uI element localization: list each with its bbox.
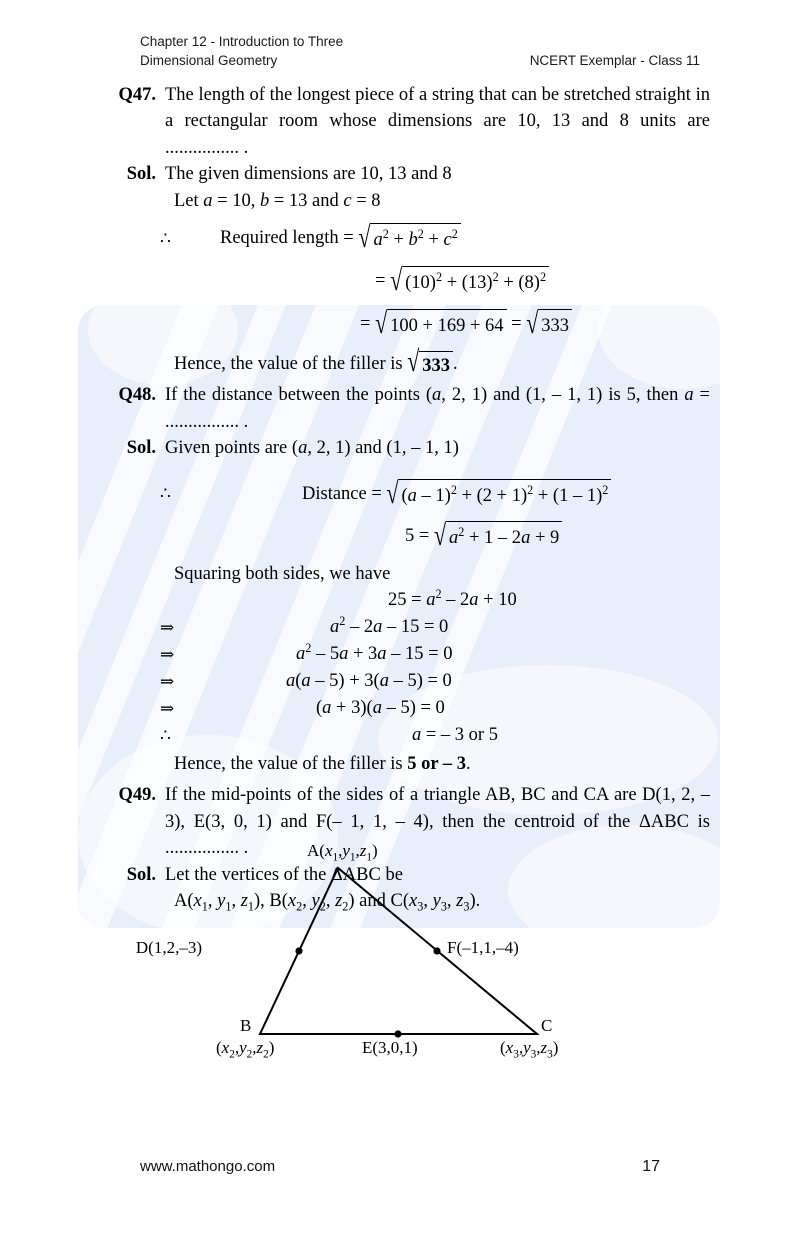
- q48-step-eq: $a^2 - 2a - 15 = 0$: [330, 613, 449, 638]
- q48-eq-five: [0, 517, 800, 553]
- q47-sol-tag: Sol.: [126, 164, 156, 185]
- q48-conclusion: Hence, the value of the filler is 5 or – 3.: [174, 754, 471, 775]
- q48-step: [0, 668, 800, 695]
- q48-step-eq: (a + 3)(a – 5) = 0: [316, 698, 445, 719]
- implies-symbol: ⇒: [160, 645, 175, 665]
- midpoint-e-dot: [394, 1030, 401, 1037]
- q47-eq2: [0, 262, 800, 298]
- q47-eq1-expr: [220, 219, 800, 255]
- page-body: [0, 82, 800, 915]
- question-q47: [0, 82, 800, 161]
- q48-answer: 5 or – 3: [407, 754, 466, 775]
- book-title: NCERT Exemplar - Class 11: [529, 53, 700, 68]
- q48-sol-tag: Sol.: [126, 438, 156, 459]
- q48-five-expr: [220, 517, 800, 553]
- therefore-symbol: ∴: [160, 484, 171, 504]
- q47-eq3-expr: = √ 100 + 169 + 64 = √ 333: [220, 308, 800, 341]
- q49-text: If the mid-points of the sides of a triangle AB, BC and CA are D(1, 2, – 3), E(3, 0, 1) and F(– 1, 1, – 4), then the centroid of the ΔABC is ................ .: [165, 785, 710, 859]
- q48-sol-line1: Given points are (a, 2, 1) and (1, – 1, 1): [165, 438, 459, 459]
- label-vertex-b-coords: $(x_2,y_2,z_2)$: [216, 1038, 275, 1061]
- q48-step: [0, 587, 800, 614]
- radical-333: √ 333: [526, 308, 572, 341]
- distance-label: Distance =: [302, 483, 382, 504]
- q48-step: [0, 641, 800, 668]
- solution-q47: [0, 161, 800, 187]
- q48-step-eq: a(a – 5) + 3(a – 5) = 0: [286, 671, 452, 692]
- chapter-title-line1: Chapter 12 - Introduction to Three: [140, 34, 344, 49]
- therefore-symbol: ∴: [160, 228, 171, 248]
- q49-sol-tag: Sol.: [126, 864, 156, 885]
- implies-symbol: ⇒: [160, 618, 175, 638]
- q47-tag: Q47.: [118, 85, 156, 105]
- q47-sol-line2: Let a = 10, b = 13 and c = 8: [174, 190, 381, 211]
- radical-expanded: √ $a^2 + 1 - 2a + 9$: [434, 520, 562, 553]
- page-footer: [140, 1158, 660, 1176]
- label-vertex-c-coords: $(x_3,y_3,z_3)$: [500, 1038, 559, 1061]
- implies-symbol: ⇒: [160, 672, 175, 692]
- q49-sol-line2: $A(x_1$, $y_1$, $z_1$), $B(x_2$, $y_2$, $z_2$) and $C(x_3$, $y_3$, $z_3$).: [174, 891, 481, 914]
- q47-eq2-expr: = √ $(10)^2 + (13)^2 + (8)^2$: [220, 265, 800, 298]
- q48-squaring-line: Squaring both sides, we have: [174, 563, 391, 584]
- q48-step-eq: a = – 3 or 5: [412, 725, 498, 746]
- radical-a2b2c2: √ $a^2 + b^2 + c^2$: [358, 222, 461, 255]
- q48-step: [0, 614, 800, 641]
- midpoint-f-dot: [433, 947, 440, 954]
- radical-numeric-squares: √ $(10)^2 + (13)^2 + (8)^2$: [390, 265, 549, 298]
- five-equals: 5 =: [405, 525, 430, 546]
- label-midpoint-f: F(–1,1,–4): [447, 938, 519, 957]
- required-length-label: Required length =: [220, 227, 354, 248]
- solution-q48: [0, 435, 800, 461]
- q48-step-eq: $25 = a^2 - 2a + 10$: [388, 586, 517, 611]
- chapter-title: [140, 32, 440, 70]
- implies-symbol: ⇒: [160, 699, 175, 719]
- label-midpoint-e: E(3,0,1): [362, 1038, 418, 1057]
- q48-text: If the distance between the points (a, 2, 1) and (1, – 1, 1) is 5, then a = ................ .: [165, 385, 710, 432]
- label-vertex-c: C: [541, 1016, 553, 1035]
- label-vertex-a: $A(x_1,y_1,z_1)$: [307, 841, 378, 864]
- triangle-diagram: [135, 838, 660, 1078]
- q47-eq1: [0, 219, 800, 255]
- question-q48: [0, 382, 800, 435]
- radical-distance: √ $(a - 1)^2 + (2 + 1)^2 + (1 - 1)^2$: [386, 478, 611, 511]
- radical-sum: √ 100 + 169 + 64: [375, 308, 506, 341]
- q47-text: The length of the longest piece of a string that can be stretched straight in a rectangular room whose dimensions are 10, 13 and 8 units are ................ .: [165, 85, 710, 158]
- label-vertex-b: B: [240, 1016, 252, 1035]
- page-number: 17: [642, 1158, 660, 1175]
- q48-step: [0, 695, 800, 722]
- midpoint-d-dot: [295, 947, 302, 954]
- q48-eq-distance: [0, 475, 800, 511]
- q49-tag: Q49.: [118, 785, 156, 806]
- q48-distance-expr: [220, 475, 800, 511]
- q47-eq3: [0, 305, 800, 341]
- q48-step-eq: $a^2 - 5a + 3a - 15 = 0$: [296, 640, 453, 665]
- radical-333-bold: √ 333: [407, 350, 453, 379]
- q48-tag: Q48.: [118, 385, 156, 406]
- q47-sol-line1: The given dimensions are 10, 13 and 8: [165, 164, 452, 185]
- chapter-title-line2: Dimensional Geometry: [140, 53, 278, 68]
- q49-sol-line1: Let the vertices of the ΔABC be: [165, 864, 403, 885]
- q48-step: [0, 722, 800, 749]
- therefore-symbol: ∴: [160, 726, 171, 746]
- label-midpoint-d: D(1,2,–3): [135, 938, 202, 957]
- page-header: [140, 32, 700, 70]
- q47-conclusion: Hence, the value of the filler is √ 333 .: [174, 344, 458, 379]
- site-url: www.mathongo.com: [140, 1158, 276, 1175]
